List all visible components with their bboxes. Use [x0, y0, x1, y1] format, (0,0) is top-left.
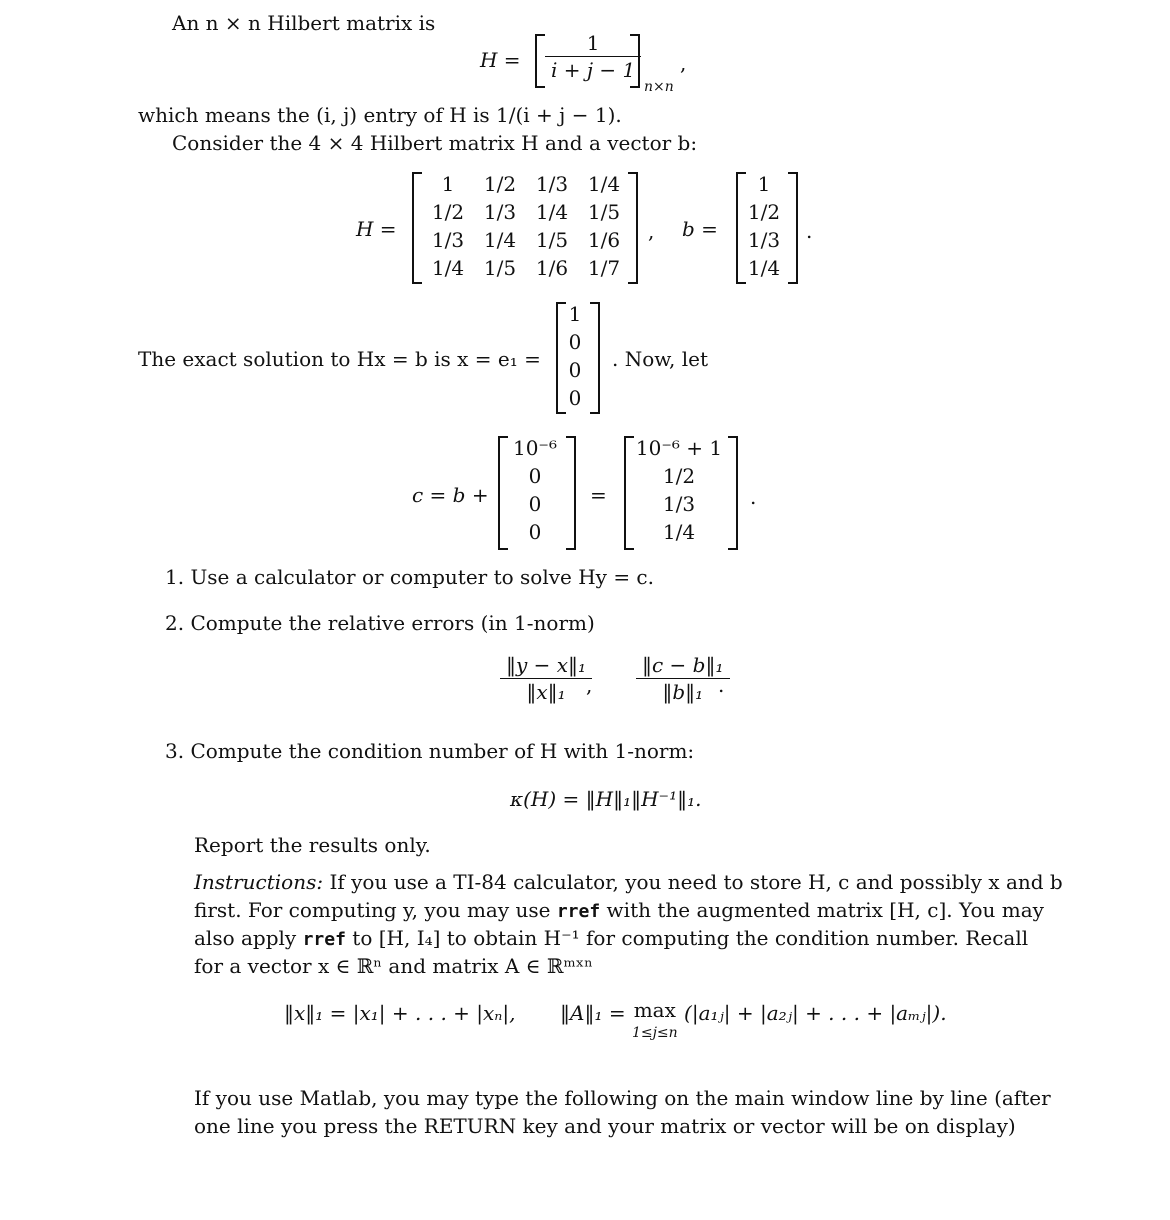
hilbert-def-lhs: H =: [480, 48, 521, 72]
task-2: 2. Compute the relative errors (in 1-norm): [165, 611, 595, 635]
rref-code-1: rref: [556, 901, 601, 922]
c-vector-entry: 10⁻⁶ + 1: [635, 436, 723, 460]
matrix-h-cell: 1/4: [587, 172, 621, 196]
c-def-period: .: [750, 485, 757, 509]
exact-solution-text: The exact solution to Hx = b is x = e₁ =: [138, 347, 541, 371]
rel-error-1: [500, 652, 592, 705]
rel-error-2: [636, 652, 730, 705]
hilbert-def-left-bracket: [535, 34, 545, 88]
c-def-equals: =: [590, 483, 607, 507]
vector-b-entry: 1/4: [747, 256, 781, 280]
matrix-h-comma: ,: [648, 219, 655, 243]
max-subscript: 1≤j≤n: [631, 1025, 678, 1041]
perturbation-right-bracket: [566, 436, 576, 550]
instructions-label: Instructions:: [194, 870, 324, 894]
matrix-h-left-bracket: [412, 172, 422, 284]
rref-code-2: rref: [302, 929, 346, 950]
rel-error-2-numerator: ‖c − b‖₁: [636, 652, 730, 679]
matrix-h-cell: 1/7: [587, 256, 621, 280]
vector-b-entry: 1: [757, 172, 771, 196]
c-vector-entry: 1/2: [662, 464, 696, 488]
hilbert-def-right-bracket: [630, 34, 640, 88]
matrix-h-cell: 1/6: [587, 228, 621, 252]
report-line: Report the results only.: [194, 833, 431, 857]
matrix-h-cell: 1/4: [483, 228, 517, 252]
rel-error-period: .: [718, 673, 725, 697]
instructions-line-3: [194, 925, 1028, 953]
hilbert-def-subscript: n×n: [644, 79, 674, 95]
hilbert-def-denominator: i + j − 1: [551, 58, 636, 82]
perturbation-entry: 10⁻⁶: [512, 436, 558, 460]
rel-error-1-denominator: ‖x‖₁: [526, 680, 566, 704]
c-vector-entry: 1/3: [662, 492, 696, 516]
c-def-lhs: c = b +: [412, 483, 489, 507]
vector-b-period: .: [806, 219, 813, 243]
matrix-h-cell: 1/5: [535, 228, 569, 252]
instructions-line-1: [194, 869, 1063, 895]
rel-error-2-denominator: ‖b‖₁: [662, 680, 704, 704]
perturbation-entry: 0: [528, 464, 542, 488]
instructions-text-1: If you use a TI-84 calculator, you need to store H, c and possibly x and b: [323, 870, 1063, 894]
c-vector-entry: 1/4: [662, 520, 696, 544]
e1-right-bracket: [590, 302, 600, 414]
instructions-line-4: for a vector x ∈ ℝⁿ and matrix A ∈ ℝᵐˣⁿ: [194, 954, 593, 978]
matrix-h-cell: 1: [441, 172, 455, 196]
vector-e1-entry: 0: [568, 358, 582, 382]
matrix-h-cell: 1/2: [483, 172, 517, 196]
c-vector-right-bracket: [728, 436, 738, 550]
task-1: 1. Use a calculator or computer to solve Hy = c.: [165, 565, 654, 589]
hilbert-def-numerator: 1: [545, 30, 641, 57]
vector-e1-entry: 0: [568, 330, 582, 354]
condition-number-formula: κ(H) = ‖H‖₁‖H⁻¹‖₁.: [510, 787, 702, 811]
vector-b-label: b =: [682, 217, 718, 241]
instructions-text-2a: first. For computing y, you may use: [194, 898, 557, 922]
matrix-norm-lhs: ‖A‖₁ =: [560, 1001, 632, 1025]
vector-b-entry: 1/2: [747, 200, 781, 224]
hilbert-def-comma: ,: [680, 51, 687, 75]
matlab-line-1: If you use Matlab, you may type the following on the main window line by line (after: [194, 1086, 1051, 1110]
vector-e1-entry: 1: [568, 302, 582, 326]
matrix-h-cell: 1/3: [535, 172, 569, 196]
instructions-text-3b: to [H, I₄] to obtain H⁻¹ for computing the condition number. Recall: [345, 926, 1029, 950]
max-label: max: [633, 998, 676, 1022]
matrix-h-cell: 1/2: [431, 200, 465, 224]
matrix-h-cell: 1/5: [483, 256, 517, 280]
matlab-line-2: one line you press the RETURN key and your matrix or vector will be on display): [194, 1114, 1016, 1138]
matrix-norm-rhs: (|a₁ⱼ| + |a₂ⱼ| + . . . + |aₘⱼ|).: [684, 1001, 947, 1025]
intro-line-3: Consider the 4 × 4 Hilbert matrix H and a vector b:: [172, 131, 698, 155]
max-operator: [632, 1000, 678, 1043]
matrix-h-cell: 1/4: [431, 256, 465, 280]
intro-line-1: An n × n Hilbert matrix is: [172, 11, 436, 35]
matrix-h-cell: 1/3: [483, 200, 517, 224]
vector-b-right-bracket: [788, 172, 798, 284]
matrix-h-label: H =: [356, 217, 397, 241]
matrix-h-cell: 1/4: [535, 200, 569, 224]
instructions-text-2b: with the augmented matrix [H, c]. You may: [600, 898, 1044, 922]
perturbation-entry: 0: [528, 492, 542, 516]
vector-e1-entry: 0: [568, 386, 582, 410]
now-let-text: . Now, let: [612, 347, 708, 371]
matrix-h-cell: 1/6: [535, 256, 569, 280]
vector-b-entry: 1/3: [747, 228, 781, 252]
hilbert-def-fraction: [545, 30, 641, 83]
rel-error-1-numerator: ‖y − x‖₁: [500, 652, 592, 679]
matrix-1-norm-def: [560, 1000, 947, 1043]
intro-line-2: which means the (i, j) entry of H is 1/(i + j − 1).: [138, 103, 622, 127]
matrix-h-cell: 1/3: [431, 228, 465, 252]
instructions-text-3a: also apply: [194, 926, 303, 950]
rel-error-comma: ,: [586, 673, 593, 697]
matrix-h-cell: 1/5: [587, 200, 621, 224]
perturbation-entry: 0: [528, 520, 542, 544]
vector-1-norm-def: ‖x‖₁ = |x₁| + . . . + |xₙ|,: [284, 1001, 516, 1025]
instructions-line-2: [194, 897, 1044, 925]
task-3: 3. Compute the condition number of H with 1-norm:: [165, 739, 695, 763]
